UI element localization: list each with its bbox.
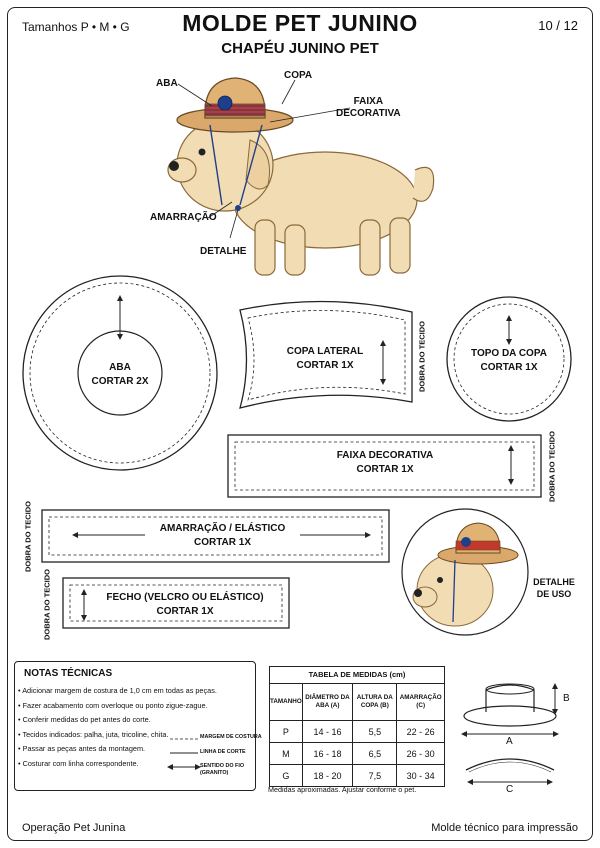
hat-measure-diagram [464, 684, 556, 782]
table-header: TAMANHO [270, 684, 303, 721]
page-title: MOLDE PET JUNINO [182, 10, 418, 36]
page-subtitle: CHAPÉU JUNINO PET [221, 40, 379, 57]
piece-amarracao-name: AMARRAÇÃO / ELÁSTICO [159, 523, 286, 534]
measurements-note: Medidas aproximadas. Ajustar conforme o pet. [268, 785, 417, 794]
table-cell: 7,5 [353, 765, 397, 787]
detail-of-use-illustration [402, 509, 528, 635]
detail-of-use-label: DETALHE DE USO [533, 577, 575, 599]
table-row [270, 765, 445, 787]
piece-fecho-label [90, 591, 280, 619]
table-cell: 30 - 34 [397, 765, 445, 787]
table-cell: 6,5 [353, 743, 397, 765]
piece-copa-lateral-name: COPA LATERAL [286, 346, 364, 357]
notes-list [18, 684, 254, 771]
piece-aba-name: ABA [109, 362, 131, 373]
table-header: AMARRAÇÃO (C) [397, 684, 445, 721]
fold-label-amarracao: DOBRA DO TECIDO [23, 501, 33, 572]
piece-amarracao-label [140, 522, 305, 550]
piece-faixa-label [300, 449, 470, 477]
callout-detalhe: DETALHE [200, 246, 247, 257]
piece-topo-copa-label [459, 347, 559, 375]
note-item: • Costurar com linha correspondente. [18, 757, 254, 772]
callout-aba: ABA [156, 78, 178, 89]
piece-copa-lateral-label [270, 345, 380, 373]
piece-topo-copa-cut: CORTAR 1X [480, 362, 538, 373]
table-cell: G [270, 765, 303, 787]
table-cell: 26 - 30 [397, 743, 445, 765]
sizes-label: Tamanhos P • M • G [22, 20, 130, 34]
callout-faixa: FAIXA DECORATIVA [336, 96, 401, 119]
piece-topo-copa-name: TOPO DA COPA [471, 348, 547, 359]
fold-label-fecho: DOBRA DO TECIDO [42, 569, 52, 640]
footer-left: Operação Pet Junina [22, 822, 126, 834]
table-cell: 14 - 16 [302, 721, 353, 743]
callout-copa: COPA [284, 70, 313, 81]
table-header: DIÂMETRO DA ABA (A) [302, 684, 353, 721]
table-cell: 18 - 20 [302, 765, 353, 787]
piece-fecho-name: FECHO (VELCRO OU ELÁSTICO) [106, 592, 264, 603]
note-item: • Fazer acabamento com overloque ou ponto zigue-zague. [18, 699, 254, 714]
piece-faixa-cut: CORTAR 1X [356, 464, 414, 475]
table-cell: 5,5 [353, 721, 397, 743]
piece-aba-cut: CORTAR 2X [91, 376, 149, 387]
table-cell: 22 - 26 [397, 721, 445, 743]
diagram-label-b: B [563, 693, 570, 704]
page-number: 10 / 12 [538, 18, 578, 33]
footer-right: Molde técnico para impressão [431, 822, 578, 834]
piece-fecho-cut: CORTAR 1X [156, 606, 214, 617]
note-item: • Adicionar margem de costura de 1,0 cm em todas as peças. [18, 684, 254, 699]
legend-cut: LINHA DE CORTE [200, 749, 246, 755]
callout-amarracao: AMARRAÇÃO [150, 212, 217, 223]
table-cell: P [270, 721, 303, 743]
diagram-label-c: C [506, 784, 514, 795]
note-item: • Conferir medidas do pet antes do corte. [18, 713, 254, 728]
table-row [270, 743, 445, 765]
measurements-table [269, 666, 445, 787]
legend-seam: MARGEM DE COSTURA [200, 734, 262, 740]
table-header: ALTURA DA COPA (B) [353, 684, 397, 721]
notes-title: NOTAS TÉCNICAS [24, 668, 113, 679]
diagram-label-a: A [506, 736, 513, 747]
piece-amarracao-cut: CORTAR 1X [193, 537, 252, 548]
table-cell: 16 - 18 [302, 743, 353, 765]
fold-label-copa: DOBRA DO TECIDO [417, 321, 427, 392]
table-cell: M [270, 743, 303, 765]
piece-copa-lateral-cut: CORTAR 1X [296, 360, 354, 371]
note-item: • Passar as peças antes da montagem. [18, 742, 254, 757]
table-row [270, 721, 445, 743]
piece-faixa-name: FAIXA DECORATIVA [336, 450, 434, 461]
note-item: • Tecidos indicados: palha, juta, tricoline, chita. [18, 728, 254, 743]
fold-label-faixa: DOBRA DO TECIDO [547, 431, 557, 502]
measurements-title: TABELA DE MEDIDAS (cm) [270, 667, 445, 684]
piece-aba-label [70, 361, 170, 389]
legend-grain: SENTIDO DO FIO (GRANITO) [200, 763, 245, 776]
